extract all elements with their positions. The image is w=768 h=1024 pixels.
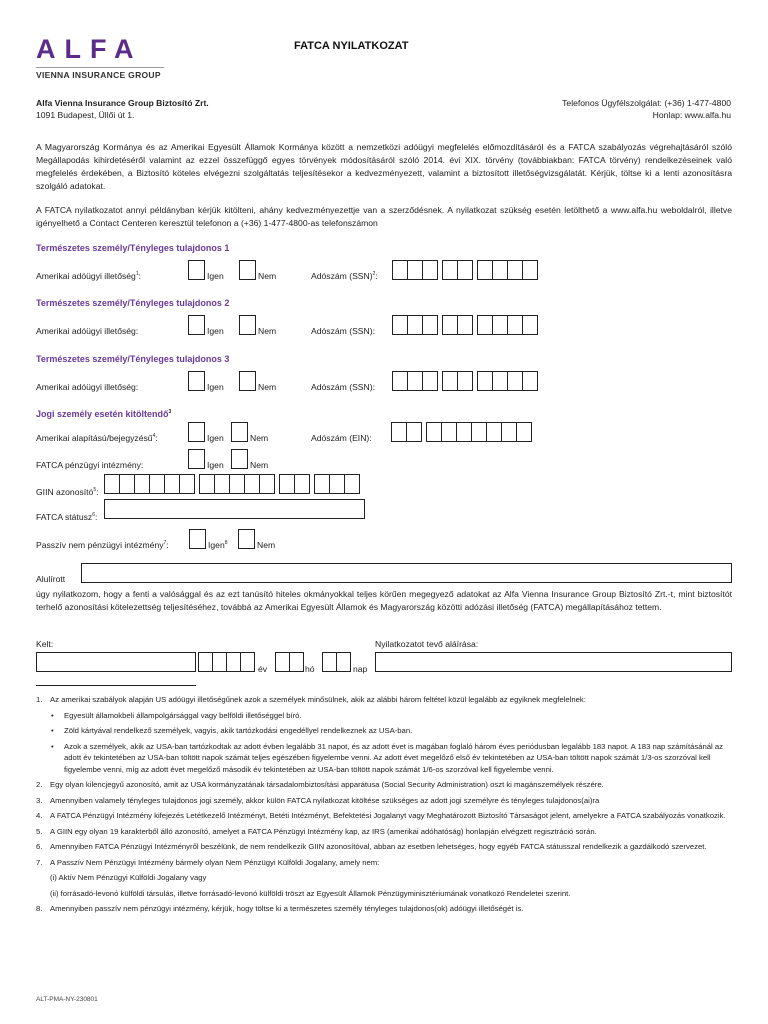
digit-box[interactable]	[522, 260, 538, 280]
incorporation-label: Amerikai alapítású/bejegyzésű$^4$:	[36, 433, 158, 443]
digit-box[interactable]	[407, 260, 423, 280]
digit-box[interactable]	[226, 652, 241, 672]
person-1-no-checkbox[interactable]	[239, 260, 256, 280]
digit-box[interactable]	[441, 422, 457, 442]
person-3-no-checkbox[interactable]	[239, 371, 256, 391]
fatca-status-input[interactable]	[104, 499, 365, 519]
incorporation-yes-label: Igen	[207, 433, 224, 443]
person-1-yes-label: Igen	[207, 271, 224, 281]
person-2-yes-checkbox[interactable]	[188, 315, 205, 335]
fatca-fi-no-label: Nem	[250, 460, 269, 470]
company-web: Honlap: www.alfa.hu	[652, 110, 731, 120]
digit-box[interactable]	[392, 315, 408, 335]
footnote-1: 1. Az amerikai szabályok alapján US adóügyi illetőségűnek azok a személyek minősülnek, akik az alábbi három feltétel közül legalább az egyiknek megfelelnek:	[36, 695, 586, 704]
declaration-text: úgy nyilatkozom, hogy a fenti a valósággal és az ezt tanúsító hiteles okmányokkal teljes körűen megegyező adatokat az Alfa Vienna Insurance Group Biztosító Zrt.-t, mint biztosítót terhelő azonosítási kötelezettség teljesítéséhez, továbbá az Amerikai Egyesült Államok és Magyarország közötti adózási illetőség (FATCA) megállapításához tettem.	[36, 589, 732, 612]
incorporation-no-label: Nem	[250, 433, 269, 443]
footnote-5: 5. A GIIN egy olyan 19 karakterből álló azonosító, amelyet a FATCA Pénzügyi Intézmény kap, az IRS (amerikai adóhatóság) honlapján elvégzett regisztráció során.	[36, 826, 597, 836]
digit-box[interactable]	[457, 371, 473, 391]
digit-box[interactable]	[422, 371, 438, 391]
digit-box[interactable]	[279, 474, 295, 494]
person-3-title: Természetes személy/Tényleges tulajdonos 3	[36, 354, 230, 364]
digit-box[interactable]	[199, 474, 215, 494]
digit-box[interactable]	[275, 652, 290, 672]
digit-box[interactable]	[344, 474, 360, 494]
digit-box[interactable]	[501, 422, 517, 442]
person-1-yes-checkbox[interactable]	[188, 260, 205, 280]
digit-box[interactable]	[314, 474, 330, 494]
person-1-title: Természetes személy/Tényleges tulajdonos 1	[36, 243, 230, 253]
intro-paragraph-2: A FATCA nyilatkozatot annyi példányban kérjük kitölteni, ahány kedvezményezettje van a szerződésnek. A nyilatkozat szükség esetén letölthető a www.alfa.hu weboldalról, illetve igényelhető a Contact Centeren keresztül telefonon a (+36) 1-477-4800-as telefonszámon	[36, 205, 732, 228]
person-3-residency-label: Amerikai adóügyi illetőség:	[36, 382, 139, 392]
alfa-logo: ALFA	[36, 34, 143, 64]
person-1-ssn-label: Adószám (SSN)$^2$:	[311, 271, 378, 281]
digit-box[interactable]	[477, 371, 493, 391]
person-3-yes-checkbox[interactable]	[188, 371, 205, 391]
day-label: nap	[353, 664, 368, 674]
person-1-no-label: Nem	[258, 271, 277, 281]
footnotes	[36, 694, 732, 915]
digit-box[interactable]	[507, 315, 523, 335]
person-2-no-checkbox[interactable]	[239, 315, 256, 335]
digit-box[interactable]	[336, 652, 351, 672]
footnote-2: 2. Egy olyan kilencjegyű azonosító, amit az USA kormányzatának társadalombiztosítási apparátusa (Social Security Administration) oszt ki magánszemélyek részére.	[36, 780, 604, 789]
digit-box[interactable]	[492, 260, 508, 280]
year-label: év	[258, 664, 268, 674]
passive-nfe-label: Passzív nem pénzügyi intézmény$^7$:	[36, 540, 169, 550]
digit-box[interactable]	[240, 652, 255, 672]
intro-paragraph-1: A Magyarország Kormánya és az Amerikai Egyesült Államok Kormánya között a nemzetközi adóügyi megfelelés előmozdításáról és a FATCA szabályozás végrehajtásáról szóló Megállapodás kihirdetéséről valamint az ezzel összefüggő egyes törvények módosításáról szóló 2014. évi XIX. törvény (továbbiakban: FATCA törvény) rendelkezéseinek való megfelelés érdekében, a Biztosító köteles elvégezni szolgáltatás teljesítésekor a kedvezményezett, valamint a biztosított illetőségvizsgálatát. Kérjük, töltse ki a lenti azonosításra szolgáló adatokat.	[36, 142, 732, 191]
person-2-title: Természetes személy/Tényleges tulajdonos 2	[36, 298, 230, 308]
digit-box[interactable]	[134, 474, 150, 494]
digit-box[interactable]	[212, 652, 227, 672]
month-label: hó	[305, 664, 315, 674]
digit-box[interactable]	[422, 315, 438, 335]
signature-label: Nyilatkozatot tevő aláírása:	[375, 639, 479, 649]
digit-box[interactable]	[198, 652, 213, 672]
person-3-yes-label: Igen	[207, 382, 224, 392]
fatca-status-label: FATCA státusz$^6$:	[36, 512, 98, 522]
footnote-1-bullet-2: • Zöld kártyával rendelkező személyek, vagyis, akik tartózkodási engedéllyel rendelkeznek az USA-ban.	[36, 725, 732, 737]
incorporation-no-checkbox[interactable]	[231, 422, 248, 442]
footnote-4: 4. A FATCA Pénzügyi Intézmény kifejezés Letétkezelő Intézményt, Betéti Intézményt, Befektetési Jogalanyt vagy Meghatározott Biztosító Társaságot jelent, amelyekre a FATCA szabályozás vonatkozik.	[36, 811, 726, 820]
digit-box[interactable]	[392, 371, 408, 391]
incorporation-yes-checkbox[interactable]	[188, 422, 205, 442]
digit-box[interactable]	[289, 652, 304, 672]
digit-box[interactable]	[456, 422, 472, 442]
person-2-ssn-label: Adószám (SSN):	[311, 326, 375, 336]
digit-box[interactable]	[392, 260, 408, 280]
logo-subtitle: VIENNA INSURANCE GROUP	[36, 70, 161, 80]
digit-box[interactable]	[522, 315, 538, 335]
digit-box[interactable]	[119, 474, 135, 494]
digit-box[interactable]	[329, 474, 345, 494]
digit-box[interactable]	[477, 260, 493, 280]
place-label: Kelt:	[36, 639, 54, 649]
digit-box[interactable]	[179, 474, 195, 494]
person-2-no-label: Nem	[258, 326, 277, 336]
footnote-8: 8. Amennyiben passzív nem pénzügyi intézmény, kérjük, hogy töltse ki a természetes személy tényleges tulajdonos(ok) adóügyi illetőségét is.	[36, 904, 524, 913]
digit-box[interactable]	[457, 315, 473, 335]
passive-nfe-yes-checkbox[interactable]	[189, 529, 206, 549]
footnote-1-bullet-1: • Egyesült államokbeli állampolgársággal vagy belföldi illetőséggel bíró.	[36, 710, 732, 722]
digit-box[interactable]	[492, 371, 508, 391]
footnote-divider	[36, 685, 196, 686]
person-3-ssn-label: Adószám (SSN):	[311, 382, 375, 392]
passive-nfe-no-label: Nem	[257, 540, 276, 550]
fatca-fi-label: FATCA pénzügyi intézmény:	[36, 460, 144, 470]
digit-box[interactable]	[104, 474, 120, 494]
digit-box[interactable]	[214, 474, 230, 494]
digit-box[interactable]	[507, 371, 523, 391]
digit-box[interactable]	[442, 371, 458, 391]
company-phone: Telefonos Ügyfélszolgálat: (+36) 1-477-4800	[562, 98, 731, 108]
digit-box[interactable]	[486, 422, 502, 442]
footnote-1-bullet-3: • Azok a személyek, akik az USA-ban tartózkodtak az adott évben legalább 31 napot, és az adott évet is magában foglaló három éves periódusban legalább 183 napot. A 183 nap számításánál az adott év tekintetében az USA-ban töltött napok számát teljes egészében figyelembe venni. Az adott évet megelőző első év tekintetében az USA-ban töltött napok számát 1/3-os szorzóval kell figyelembe venni, míg az adott évet megelőző második év tekintetében az USA-ban töltött napok számát 1/6-os szorzóval kell figyelembe venni.	[36, 741, 732, 776]
digit-box[interactable]	[164, 474, 180, 494]
digit-box[interactable]	[522, 371, 538, 391]
fatca-fi-no-checkbox[interactable]	[231, 449, 248, 469]
digit-box[interactable]	[457, 260, 473, 280]
digit-box[interactable]	[492, 315, 508, 335]
fatca-fi-yes-label: Igen	[207, 460, 224, 470]
digit-box[interactable]	[516, 422, 532, 442]
person-2-residency-label: Amerikai adóügyi illetőség:	[36, 326, 139, 336]
digit-box[interactable]	[229, 474, 245, 494]
undersigned-name-input[interactable]	[81, 563, 732, 583]
digit-box[interactable]	[422, 260, 438, 280]
person-1-residency-label: Amerikai adóügyi illetőség$^1$:	[36, 271, 142, 281]
fatca-fi-yes-checkbox[interactable]	[188, 449, 205, 469]
company-address: 1091 Budapest, Üllői út 1.	[36, 110, 135, 120]
digit-box[interactable]	[442, 315, 458, 335]
digit-box[interactable]	[471, 422, 487, 442]
footnote-7: 7. A Passzív Nem Pénzügyi Intézmény bármely olyan Nem Pénzügyi Külföldi Jogalany, amely nem:	[36, 857, 380, 867]
person-3-no-label: Nem	[258, 382, 277, 392]
digit-box[interactable]	[477, 315, 493, 335]
digit-box[interactable]	[149, 474, 165, 494]
ein-label: Adószám (EIN):	[311, 433, 372, 443]
digit-box[interactable]	[507, 260, 523, 280]
undersigned-label: Alulírott	[36, 574, 66, 584]
footnote-6: 6. Amennyiben FATCA Pénzügyi Intézményről beszélünk, de nem rendelkezik GIIN azonosítóval, abban az esetben lehetséges, hogy egyéb FATCA státusszal rendelkezik a gazdálkodó szervezet.	[36, 842, 707, 851]
company-name: Alfa Vienna Insurance Group Biztosító Zrt.	[36, 98, 209, 108]
page-title: FATCA NYILATKOZAT	[294, 40, 409, 52]
footnote-7-i: (i) Aktív Nem Pénzügyi Külföldi Jogalany vagy	[50, 873, 207, 882]
digit-box[interactable]	[391, 422, 407, 442]
logo-divider	[36, 67, 164, 68]
digit-box[interactable]	[442, 260, 458, 280]
legal-entity-title: Jogi személy esetén kitöltendő$^3$	[36, 409, 172, 419]
place-input[interactable]	[36, 652, 196, 672]
digit-box[interactable]	[294, 474, 310, 494]
digit-box[interactable]	[259, 474, 275, 494]
digit-box[interactable]	[244, 474, 260, 494]
digit-box[interactable]	[407, 315, 423, 335]
digit-box[interactable]	[406, 422, 422, 442]
digit-box[interactable]	[426, 422, 442, 442]
digit-box[interactable]	[322, 652, 337, 672]
giin-label: GIIN azonosító$^5$:	[36, 487, 99, 497]
digit-box[interactable]	[407, 371, 423, 391]
footnote-3: 3. Amennyiben valamely tényleges tulajdonos jogi személy, akkor külön FATCA nyilatkozat kitöltése szükséges az adott jogi személyre és tényleges tulajdonos(ai)ra	[36, 795, 600, 805]
passive-nfe-no-checkbox[interactable]	[238, 529, 255, 549]
document-code: ALT-PMA-NY-230801	[36, 996, 98, 1003]
signature-input[interactable]	[375, 652, 732, 672]
passive-nfe-yes-label: Igen$^8$	[208, 540, 228, 550]
footnote-7-ii: (ii) forrásadó-levonó külföldi társulás, illetve forrásadó-levonó külföldi tröszt az Egyesült Államok Pénzügyminisztériumának vonatkozó Rendeletei szerint.	[50, 888, 571, 898]
person-2-yes-label: Igen	[207, 326, 224, 336]
